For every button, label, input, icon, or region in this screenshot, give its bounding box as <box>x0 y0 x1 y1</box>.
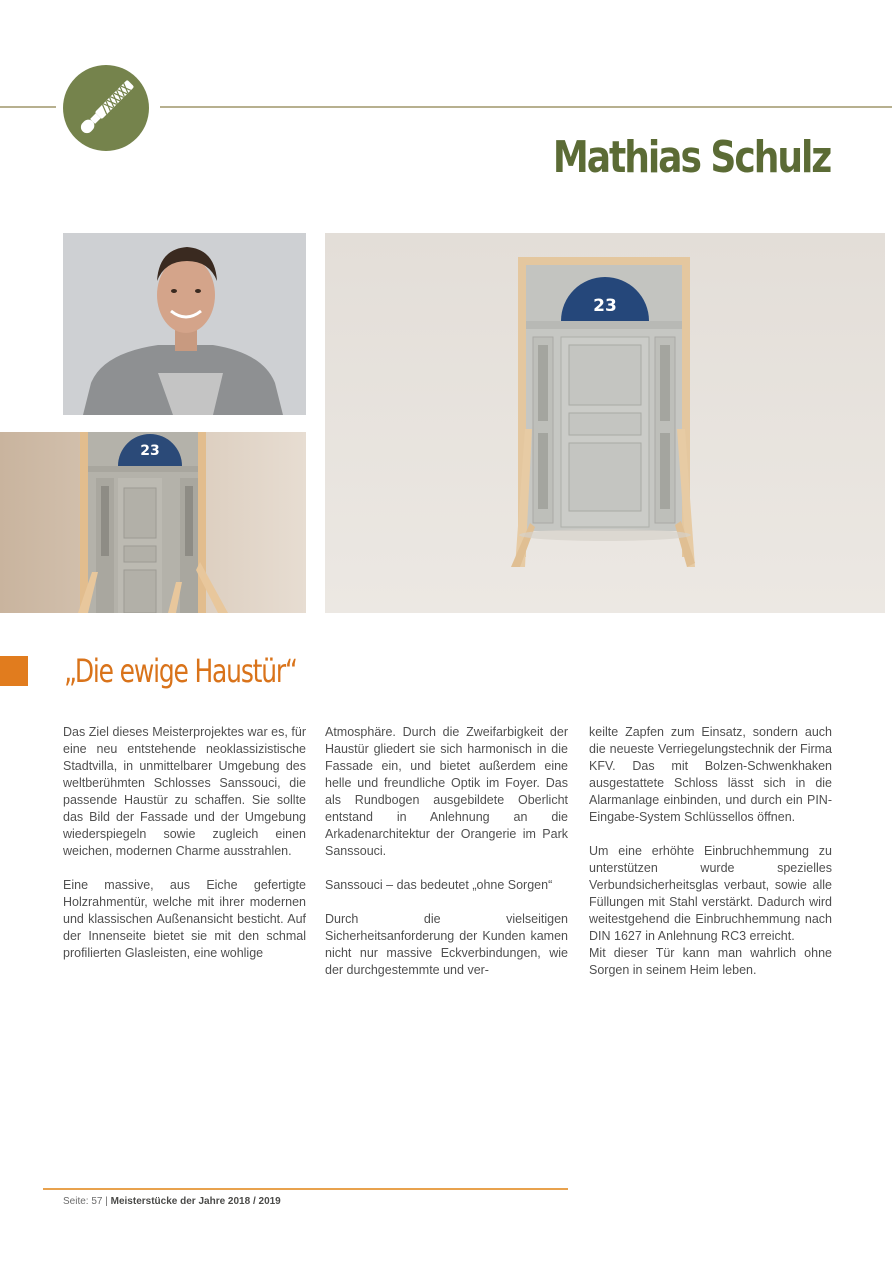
door-number-main: 23 <box>593 296 617 316</box>
header-rule-left <box>0 106 56 108</box>
rasp-file-tool-icon <box>63 65 149 151</box>
author-name: Mathias Schulz <box>552 132 830 183</box>
paragraph: Das Ziel dieses Meisterprojektes war es, für eine neu entstehende neoklassizistische Stadtvilla, in unmittelbarer Umgebung des weltberühmten Schlosses Sanssouci, die passende Haustür zu schaffen. Sie sollte das Bild der Fassade und der Umgebung wiederspiegeln sowie zugleich einen weichen, modernen Charme ausstrahlen. <box>63 725 306 858</box>
paragraph: Mit dieser Tür kann man wahrlich ohne Sorgen in seinem Heim leben. <box>589 946 832 977</box>
author-portrait-photo <box>63 233 306 415</box>
headline-accent-square <box>0 656 28 686</box>
article-column-1 <box>63 724 306 962</box>
header-badge <box>63 65 149 151</box>
page-footer <box>63 1196 281 1207</box>
article-column-2 <box>325 724 568 979</box>
paragraph: Sanssouci – das bedeutet „ohne Sorgen“ <box>325 878 553 892</box>
article-headline: „Die ewige Haustür“ <box>64 652 297 690</box>
door-side-view-photo <box>0 432 306 613</box>
page-number: Seite: 57 | <box>63 1196 111 1207</box>
publication-title: Meisterstücke der Jahre 2018 / 2019 <box>110 1196 281 1207</box>
header-rule-right <box>160 106 892 108</box>
door-number-side: 23 <box>140 443 160 459</box>
door-front-view-photo <box>325 233 885 613</box>
footer-rule <box>43 1188 568 1190</box>
paragraph: keilte Zapfen zum Einsatz, sondern auch die neueste Verriegelungstechnik der Firma KFV. Das mit Bolzen-Schwenkhaken ausgestattete Schloss lässt sich in die Alarmanlage einbinden, und durch ein PIN-Eingabe-System Schlüssellos öffnen. <box>589 725 832 824</box>
article-column-3 <box>589 724 832 979</box>
paragraph: Durch die vielseitigen Sicherheitsanforderung der Kunden kamen nicht nur massive Eckverbindungen, wie der durchgestemmte und ver- <box>325 912 568 977</box>
paragraph: Eine massive, aus Eiche gefertigte Holzrahmentür, welche mit ihrer modernen und klassischen Außenansicht besticht. Auf der Innenseite bietet sie mit den schmal profilierten Glasleisten, eine wohlige <box>63 878 306 960</box>
paragraph: Um eine erhöhte Einbruchhemmung zu unterstützen wurde spezielles Verbundsicherheitsglas verbaut, sowie alle Füllungen mit Stahl verstärkt. Dadurch wird weitestgehend die Einbruchhemmung nach DIN 1627 in Anlehnung RC3 erreicht. <box>589 844 832 943</box>
paragraph: Atmosphäre. Durch die Zweifarbigkeit der Haustür gliedert sie sich harmonisch in die Fassade ein, und bietet außerdem eine helle und freundliche Optik im Foyer. Das als Rundbogen ausgebildete Oberlicht entstand in Anlehnung an die Arkadenarchitektur der Orangerie im Park Sanssouci. <box>325 725 568 858</box>
